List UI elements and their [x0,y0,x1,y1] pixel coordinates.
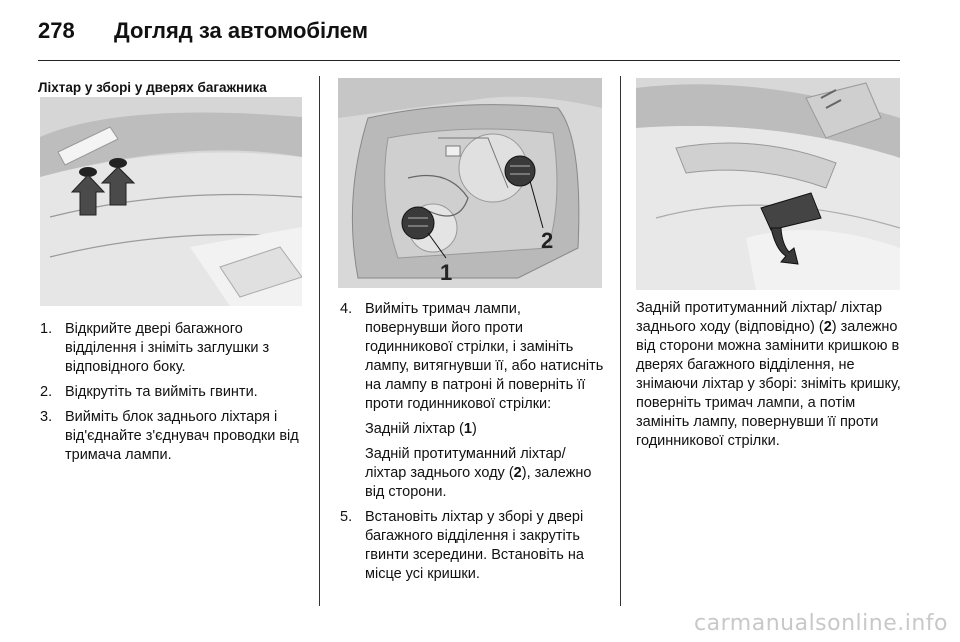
paragraph-text: Задній протитуманний ліхтар/ ліхтар заднього ходу (відповідно) ( [636,300,883,335]
list-item [40,383,306,402]
list-item [340,508,606,584]
column-divider-1 [319,76,320,606]
step-text: Відкрийте двері багажного відділення і зніміть заглушки з відповідного боку. [65,321,270,375]
step-number: 2. [40,384,53,400]
sub-note-fog-reverse-lamp [365,445,606,502]
column-divider-2 [620,76,621,606]
step-text: Вийміть блок заднього ліхтаря і від'єднайте з'єднувач проводки від тримача лампи. [65,409,299,463]
header-rule [38,60,900,61]
page-title: Догляд за автомобілем [114,18,369,43]
steps-list-column-1 [40,320,306,471]
list-item [40,408,306,465]
sub-text: ), залежно від сторони. [365,465,592,500]
figure-label-1: 1 [440,260,453,285]
sub-ref-number: 2 [513,465,522,481]
page-number: 278 [38,18,75,43]
step-number: 3. [40,409,53,425]
tailgate-covers-illustration [40,97,302,306]
figure-label-2: 2 [541,228,554,253]
steps-list-column-2 [340,300,606,590]
paragraph-ref-number: 2 [823,319,832,335]
step-number: 5. [340,509,353,525]
list-item [40,320,306,377]
paragraph-text: ) залежно від сторони можна замінити кришкою в дверях багажного відділення, не знімаючи ліхтар у зборі: зніміть кришку, поверніть тримач лампи, а потім замініть лампу, повернувши її проти годинникової стрілки. [636,319,901,449]
sub-ref-number: 1 [463,421,472,437]
figure-tailgate-covers [40,97,302,306]
step-text: Встановіть ліхтар у зборі у двері багажного відділення і закрутіть гвинти зсередини. Встановіть на місце усі кришки. [365,509,584,582]
step-text: Відкрутіть та вийміть гвинти. [65,384,258,400]
sub-text: Задній ліхтар ( [365,421,464,437]
section-title: Ліхтар у зборі у дверях багажника [38,80,267,95]
sub-text: Задній протитуманний ліхтар/ ліхтар заднього ходу ( [365,446,566,481]
figure-tailgate-cover [636,78,900,290]
list-item [340,300,606,502]
lamp-holders-illustration [338,78,602,288]
step-number: 4. [340,301,353,317]
watermark: carmanualsonline.info [694,611,948,636]
figure-lamp-holders [338,78,602,288]
sub-text: ) [471,421,477,437]
step-text: Вийміть тримач лампи, повернувши його проти годинникової стрілки, і замініть лампу, витягнувши її, або натисніть на лампу в патроні й поверніть її проти годинникової стрілки: [365,301,604,412]
step-number: 1. [40,321,53,337]
tailgate-cover-illustration [636,78,900,290]
cover-replacement-paragraph [636,299,906,451]
sub-note-rear-lamp [365,420,606,439]
